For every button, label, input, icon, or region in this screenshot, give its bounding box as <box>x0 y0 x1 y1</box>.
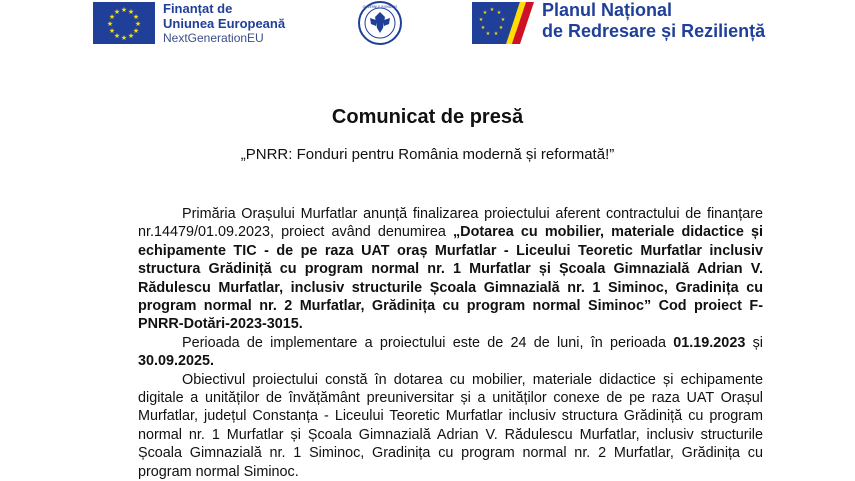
paragraph-3: Obiectivul proiectului constă în dotarea cu mobilier, materiale didactice și echipamente digitale a unităților de învățământ preuniversitar și a unităților conexe de pe raza UAT Orașul Murfatlar, județul Constanța - Liceului Teoretic Murfatlar inclusiv structura Grădiniță cu program normal nr. 1 Murfatlar și Școala Gimnazială Adrian V. Rădulescu Murfatlar, inclusiv structurile Școala Gimnazială nr. 1 Siminoc, Gradinița cu program normal nr. 2 Murfatlar, Grădinița cu program normal Siminoc. <box>138 371 763 480</box>
paragraph-2 <box>138 334 763 371</box>
svg-text:★: ★ <box>120 6 128 14</box>
svg-text:★: ★ <box>489 7 495 13</box>
eu-line-3: NextGenerationEU <box>163 31 264 45</box>
period-end: 30.09.2025. <box>138 353 215 370</box>
project-name: „Dotarea cu mobilier, materiale didactice și echipamente TIC - de pe raza UAT oraș Murfatlar - Liceului Teoretic Murfatlar inclusiv structura Grădiniță cu program normal nr. 1 Murfatlar și Școala Gimnazială Adrian V. Rădulescu Murfatlar, inclusiv structurile Școala Gimnazială nr. 1 Siminoc, Gradinița cu program normal nr. 2 Murfatlar, Grădinița cu program normal Siminoc” Cod proiect F-PNRR-Dotări-2023-3015. <box>138 224 763 333</box>
document-title: Comunicat de presă <box>331 106 524 128</box>
svg-text:★: ★ <box>108 13 116 21</box>
svg-text:★: ★ <box>482 10 488 16</box>
svg-text:★: ★ <box>106 20 114 28</box>
government-emblem-icon <box>352 0 408 46</box>
pnrr-title-text <box>542 0 765 42</box>
svg-text:★: ★ <box>132 13 140 21</box>
eu-line-1: Finanțat de <box>163 1 233 16</box>
period-start: 01.19.2023 <box>673 334 746 351</box>
svg-text:★: ★ <box>120 34 128 42</box>
svg-text:★: ★ <box>485 31 491 37</box>
svg-text:★: ★ <box>113 32 121 40</box>
eu-flag-icon <box>93 2 155 44</box>
paragraph-1 <box>138 205 763 334</box>
eu-funding-text <box>163 1 285 46</box>
gov-logo-text: GUVERNUL ROMÂNIEI <box>362 5 398 9</box>
pnrr-logo-icon <box>472 2 536 44</box>
svg-text:★: ★ <box>113 8 121 16</box>
header-logos <box>0 0 855 60</box>
paragraph-1-intro: Primăria Orașului Murfatlar anunță finalizarea proiectului aferent contractului de finanțare nr.14479/01.09.2023, proiect având denumirea <box>138 206 763 241</box>
svg-text:★: ★ <box>498 25 504 31</box>
svg-text:★: ★ <box>493 31 499 37</box>
svg-text:★: ★ <box>127 8 135 16</box>
svg-text:★: ★ <box>496 10 502 16</box>
pnrr-line-2: de Redresare și Reziliență <box>542 21 766 41</box>
paragraph-2-intro: Perioada de implementare a proiectului este de 24 de luni, în perioada <box>182 334 674 351</box>
paragraph-2-middle: și <box>745 334 763 351</box>
svg-text:★: ★ <box>127 32 135 40</box>
svg-text:★: ★ <box>500 17 506 23</box>
svg-text:★: ★ <box>132 27 140 35</box>
pnrr-line-1: Planul Național <box>542 0 673 20</box>
svg-text:★: ★ <box>134 20 142 28</box>
svg-text:★: ★ <box>478 17 484 23</box>
svg-text:★: ★ <box>480 25 486 31</box>
eu-line-2: Uniunea Europeană <box>163 16 286 31</box>
document-subtitle: „PNRR: Fonduri pentru România modernă și reformată!” <box>240 146 615 163</box>
press-release-body <box>138 205 763 481</box>
svg-text:★: ★ <box>108 27 116 35</box>
